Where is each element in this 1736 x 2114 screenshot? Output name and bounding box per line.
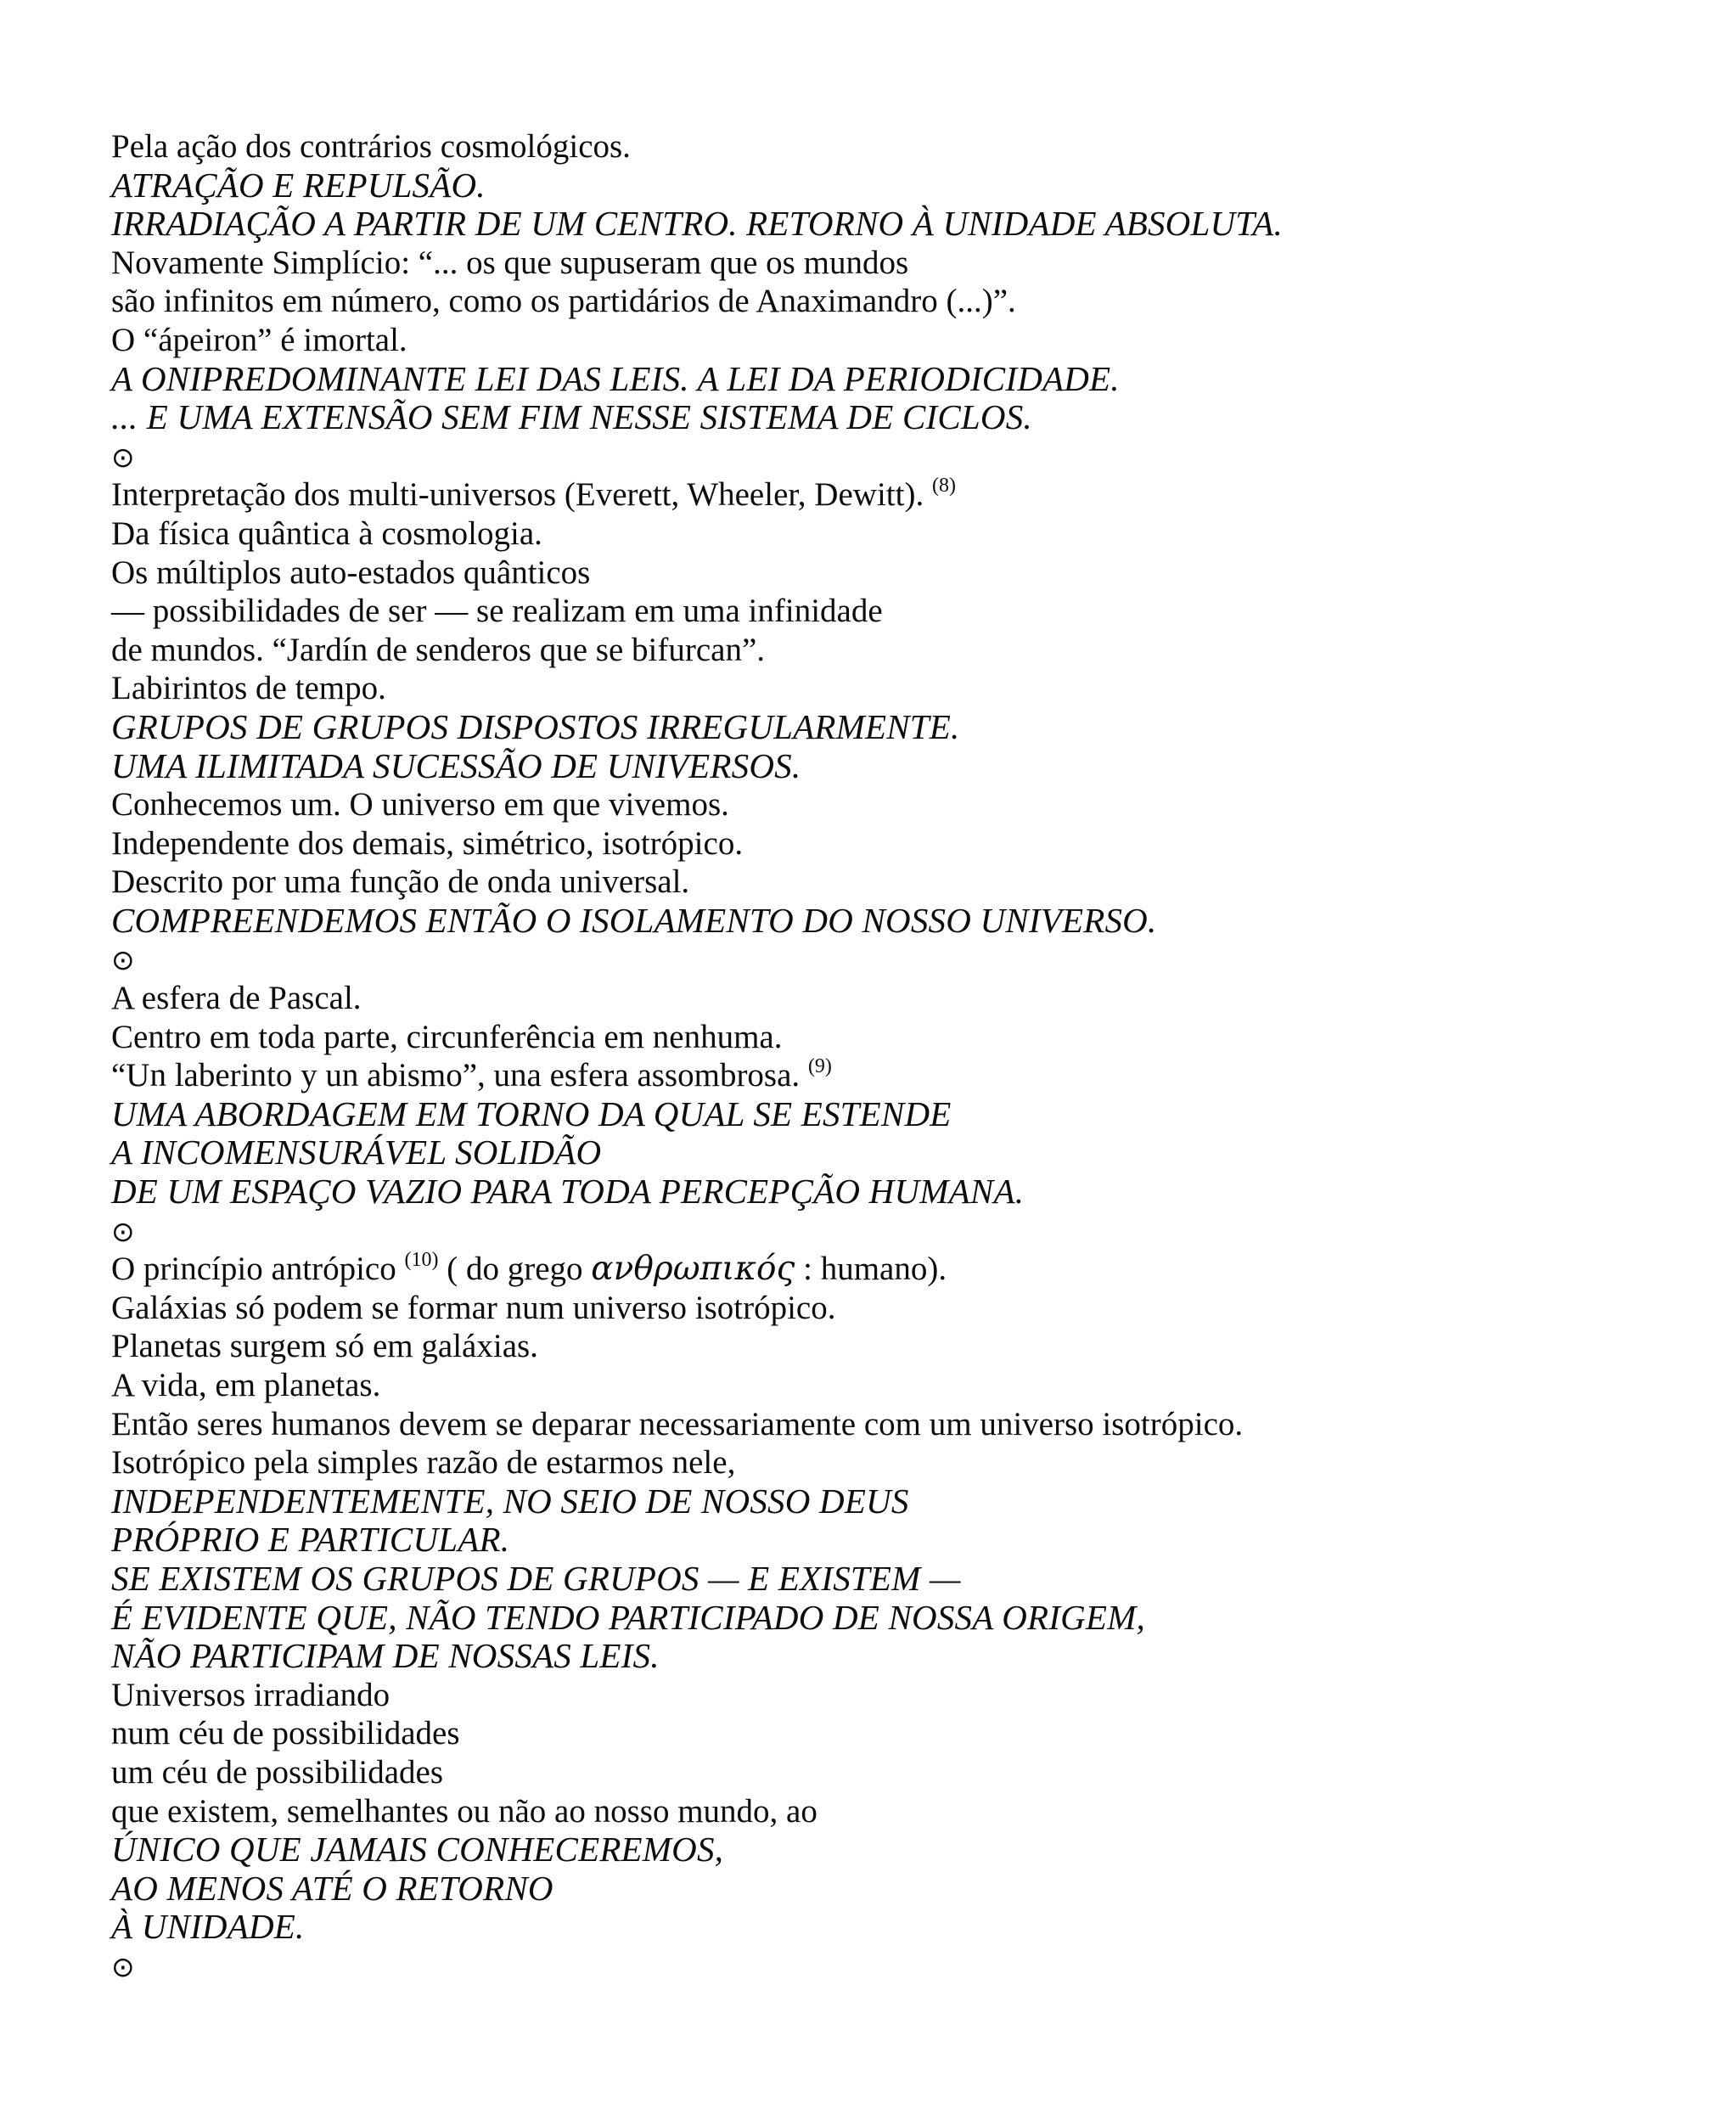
text-segment: um céu de possibilidades bbox=[111, 1753, 444, 1791]
text-line bbox=[111, 1056, 1639, 1095]
text-line bbox=[111, 747, 1639, 786]
text-segment: são infinitos em número, como os partidários de Anaximandro (...)”. bbox=[111, 283, 1016, 320]
text-line bbox=[111, 1521, 1639, 1560]
text-line bbox=[111, 1133, 1639, 1172]
text-line bbox=[111, 1560, 1639, 1599]
text-line bbox=[111, 398, 1639, 437]
text-segment: Da física quântica à cosmologia. bbox=[111, 514, 542, 552]
text-segment: que existem, semelhantes ou não ao nosso mundo, ao bbox=[111, 1792, 817, 1830]
text-segment: Universos irradiando bbox=[111, 1676, 390, 1713]
sun-dot-symbol: ⊙ bbox=[111, 943, 135, 977]
italic-caps-segment: ÚNICO QUE JAMAIS CONHECEREMOS, bbox=[111, 1830, 724, 1869]
text-line bbox=[111, 1753, 1639, 1792]
italic-caps-segment: É EVIDENTE QUE, NÃO TENDO PARTICIPADO DE NOSSA ORIGEM, bbox=[111, 1597, 1145, 1637]
text-segment: Então seres humanos devem se deparar necessariamente com um universo isotrópico. bbox=[111, 1405, 1244, 1442]
text-line bbox=[111, 205, 1639, 244]
text-line bbox=[111, 785, 1639, 824]
text-line bbox=[111, 1482, 1639, 1521]
text-line bbox=[111, 1366, 1639, 1405]
italic-caps-segment: À UNIDADE. bbox=[111, 1907, 305, 1947]
text-segment: Conhecemos um. O universo em que vivemos. bbox=[111, 786, 729, 824]
text-line bbox=[111, 1095, 1639, 1134]
text-line bbox=[111, 669, 1639, 708]
footnote-reference: (10) bbox=[404, 1249, 439, 1272]
italic-caps-segment: UMA ILIMITADA SUCESSÃO DE UNIVERSOS. bbox=[111, 745, 801, 785]
text-line bbox=[111, 1869, 1639, 1909]
text-line bbox=[111, 282, 1639, 321]
text-segment: : humano). bbox=[795, 1251, 947, 1288]
sun-dot-symbol: ⊙ bbox=[111, 1214, 135, 1248]
italic-caps-segment: A INCOMENSURÁVEL SOLIDÃO bbox=[111, 1133, 602, 1172]
text-line bbox=[111, 1947, 1639, 1986]
italic-caps-segment: ... E UMA EXTENSÃO SEM FIM NESSE SISTEMA DE CICLOS. bbox=[111, 397, 1032, 437]
text-segment: Pela ação dos contrários cosmológicos. bbox=[111, 128, 631, 165]
text-line bbox=[111, 1018, 1639, 1057]
text-line bbox=[111, 979, 1639, 1018]
text-segment: Planetas surgem só em galáxias. bbox=[111, 1328, 538, 1365]
text-line bbox=[111, 437, 1639, 476]
text-line bbox=[111, 631, 1639, 670]
text-line bbox=[111, 1714, 1639, 1753]
text-segment: Interpretação dos multi-universos (Everett, Wheeler, Dewitt). bbox=[111, 476, 932, 514]
italic-caps-segment: DE UM ESPAÇO VAZIO PARA TODA PERCEPÇÃO HUMANA. bbox=[111, 1172, 1025, 1212]
italic-caps-segment: COMPREENDEMOS ENTÃO O ISOLAMENTO DO NOSSO UNIVERSO. bbox=[111, 900, 1157, 940]
italic-caps-segment: ATRAÇÃO E REPULSÃO. bbox=[111, 165, 486, 205]
text-line bbox=[111, 940, 1639, 979]
text-segment: A vida, em planetas. bbox=[111, 1367, 381, 1403]
italic-caps-segment: A ONIPREDOMINANTE LEI DAS LEIS. A LEI DA PERIODICIDADE. bbox=[111, 358, 1120, 398]
text-line bbox=[111, 824, 1639, 863]
italic-caps-segment: IRRADIAÇÃO A PARTIR DE UM CENTRO. RETORNO À UNIDADE ABSOLUTA. bbox=[111, 204, 1283, 244]
italic-caps-segment: AO MENOS ATÉ O RETORNO bbox=[111, 1868, 553, 1908]
text-segment: Centro em toda parte, circunferência em nenhuma. bbox=[111, 1018, 783, 1055]
footnote-reference: (9) bbox=[807, 1055, 832, 1078]
text-line bbox=[111, 863, 1639, 902]
text-segment: O “ápeiron” é imortal. bbox=[111, 321, 407, 358]
text-line bbox=[111, 1830, 1639, 1869]
text-line bbox=[111, 244, 1639, 283]
text-segment: Galáxias só podem se formar num universo isotrópico. bbox=[111, 1289, 836, 1326]
text-line bbox=[111, 1637, 1639, 1676]
text-line bbox=[111, 321, 1639, 360]
text-line bbox=[111, 1250, 1639, 1289]
text-segment: num céu de possibilidades bbox=[111, 1715, 460, 1752]
text-segment: O princípio antrópico bbox=[111, 1251, 405, 1288]
text-line bbox=[111, 1327, 1639, 1366]
italic-caps-segment: NÃO PARTICIPAM DE NOSSAS LEIS. bbox=[111, 1636, 660, 1676]
text-segment: Independente dos demais, simétrico, isotrópico. bbox=[111, 824, 744, 862]
text-line bbox=[111, 902, 1639, 941]
text-line bbox=[111, 1443, 1639, 1482]
italic-caps-segment: PRÓPRIO E PARTICULAR. bbox=[111, 1520, 510, 1560]
text-segment: Isotrópico pela simples razão de estarmos nele, bbox=[111, 1444, 736, 1481]
text-line bbox=[111, 1212, 1639, 1251]
italic-caps-segment: SE EXISTEM OS GRUPOS DE GRUPOS — E EXISTEM — bbox=[111, 1558, 961, 1598]
poem-text-block bbox=[111, 127, 1639, 1986]
text-segment: de mundos. “Jardín de senderos que se bifurcan”. bbox=[111, 631, 766, 668]
text-segment: ( do grego bbox=[438, 1251, 592, 1288]
text-segment: A esfera de Pascal. bbox=[111, 980, 362, 1017]
text-line bbox=[111, 1289, 1639, 1328]
text-line bbox=[111, 360, 1639, 399]
text-line bbox=[111, 708, 1639, 747]
text-segment: Os múltiplos auto-estados quânticos bbox=[111, 554, 591, 591]
text-segment: Labirintos de tempo. bbox=[111, 670, 386, 707]
greek-word: ανθρωπικός bbox=[591, 1250, 795, 1289]
text-line bbox=[111, 166, 1639, 205]
text-segment: — possibilidades de ser — se realizam em uma infinidade bbox=[111, 593, 883, 630]
sun-dot-symbol: ⊙ bbox=[111, 1949, 135, 1983]
text-line bbox=[111, 1676, 1639, 1715]
text-line bbox=[111, 1908, 1639, 1947]
text-line bbox=[111, 1172, 1639, 1212]
text-line bbox=[111, 554, 1639, 593]
footnote-reference: (8) bbox=[931, 475, 956, 498]
text-line bbox=[111, 1792, 1639, 1831]
text-line bbox=[111, 514, 1639, 554]
text-segment: Novamente Simplício: “... os que supuseram que os mundos bbox=[111, 244, 909, 281]
italic-caps-segment: UMA ABORDAGEM EM TORNO DA QUAL SE ESTENDE bbox=[111, 1094, 952, 1133]
text-line bbox=[111, 592, 1639, 631]
text-line bbox=[111, 475, 1639, 514]
text-segment: “Un laberinto y un abismo”, una esfera assombrosa. bbox=[111, 1057, 808, 1094]
text-segment: Descrito por uma função de onda universal. bbox=[111, 863, 690, 901]
text-line bbox=[111, 1599, 1639, 1638]
sun-dot-symbol: ⊙ bbox=[111, 440, 135, 474]
text-line bbox=[111, 1405, 1639, 1444]
text-line bbox=[111, 127, 1639, 166]
italic-caps-segment: INDEPENDENTEMENTE, NO SEIO DE NOSSO DEUS bbox=[111, 1481, 909, 1521]
italic-caps-segment: GRUPOS DE GRUPOS DISPOSTOS IRREGULARMENTE. bbox=[111, 706, 960, 746]
